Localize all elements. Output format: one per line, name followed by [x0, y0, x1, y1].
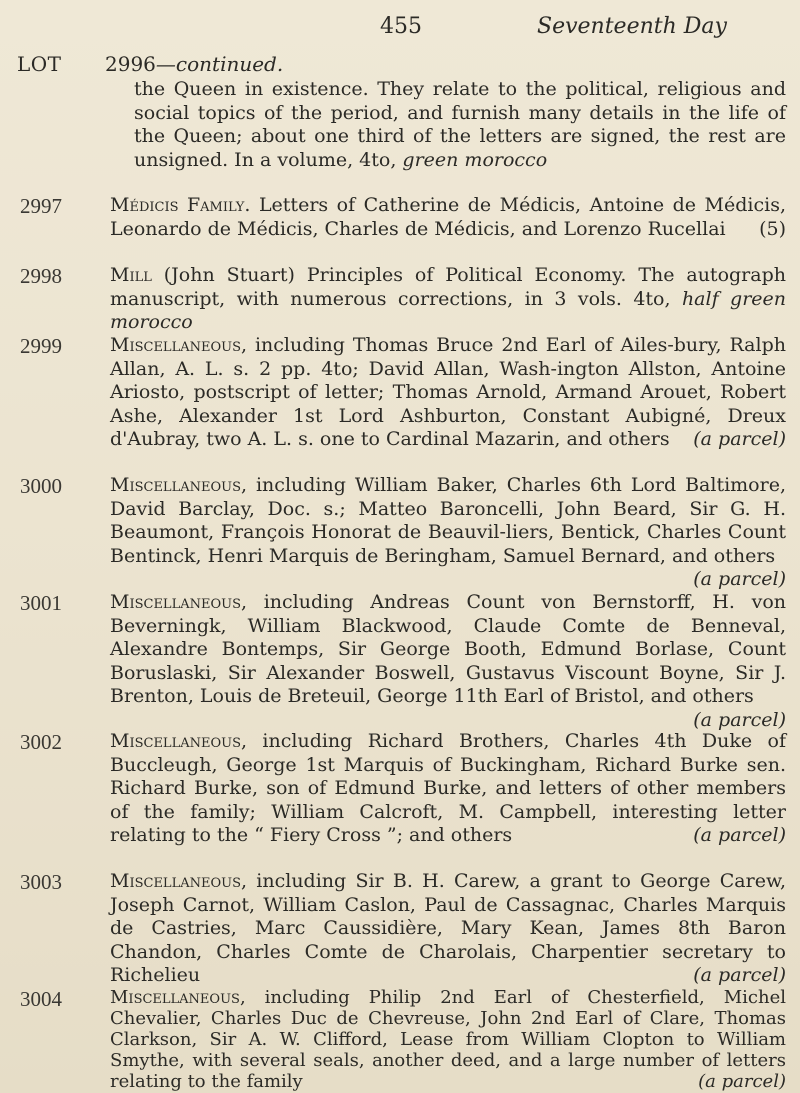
lot-description [110, 474, 786, 592]
lot-number: 2998 [20, 264, 62, 288]
lot-text: including Andreas Count von Bernstorff, H. von Beverningk, William Blackwood, Claude Comte de Benneval, Alexandre Bontemps, Sir George Booth, Edmund Borlase, Count Boruslaski, Sir Alexander Boswell, Gustavus Viscount Boyne, Sir J. Brenton, Louis de Breteuil, George 11th Earl of Bristol, and others [110, 591, 786, 707]
lot-number: 3003 [20, 870, 62, 894]
lot-description [134, 78, 786, 172]
page-number: 455 [380, 14, 422, 39]
lot-number: 2997 [20, 194, 62, 218]
lot-heading: Miscellaneous, [110, 474, 248, 496]
lot-description [110, 987, 786, 1092]
lot-text: (John Stuart) Principles of Political Economy. The autograph manuscript, with numerous corrections, in 3 vols. 4to, [110, 264, 786, 310]
lot-heading: Miscellaneous, [110, 987, 246, 1008]
lot-heading: Miscellaneous, [110, 334, 248, 356]
lot-binding: half green morocco [110, 287, 786, 333]
lot-quantity: (5) [759, 217, 786, 240]
lot-quantity: (a parcel) [698, 1071, 786, 1092]
lot-description [110, 591, 786, 732]
lot-number: 3002 [20, 730, 62, 754]
lot-quantity: (a parcel) [693, 708, 786, 731]
lot-description [110, 264, 786, 335]
lot-description [110, 730, 786, 848]
running-head [0, 8, 800, 42]
lot-text: including Richard Brothers, Charles 4th Duke of Buccleugh, George 1st Marquis of Buckingham, Richard Burke sen. Richard Burke, son of Edmund Burke, and letters of other members of the family; William Calcroft, M. Campbell, interesting letter relating to the “ Fiery Cross ”; and others [110, 730, 786, 846]
lot-description [110, 870, 786, 988]
lot-heading: Mill [110, 264, 152, 286]
lot-text: including Sir B. H. Carew, a grant to George Carew, Joseph Carnot, William Caslon, Paul de Cassagnac, Charles Marquis de Castries, Marc Caussidière, Mary Kean, James 8th Baron Chandon, Charles Comte de Charolais, Charpentier secretary to Richelieu [110, 870, 786, 986]
lot-description [110, 334, 786, 452]
lot-number: 3004 [20, 987, 62, 1011]
lot-heading: Miscellaneous, [110, 591, 248, 613]
lot-column-label: LOT [17, 52, 62, 76]
lot-number: 3001 [20, 591, 62, 615]
lot-heading: Miscellaneous, [110, 870, 248, 892]
lot-description [110, 194, 786, 241]
continued-heading [105, 52, 283, 76]
lot-quantity: (a parcel) [693, 568, 786, 590]
lot-number: 2999 [20, 334, 62, 358]
section-title: Seventeenth Day [537, 14, 727, 39]
continued-marker: —continued. [155, 52, 284, 76]
lot-heading: Miscellaneous, [110, 730, 248, 752]
lot-text: including Philip 2nd Earl of Chesterfield, Michel Chevalier, Charles Duc de Chevreuse, John 2nd Earl of Clare, Thomas Clarkson, Sir A. W. Clifford, Lease from William Clopton to William Smythe, with several seals, another deed, and a large number of letters relating to the family [110, 987, 786, 1092]
lot-binding: green morocco [402, 148, 548, 171]
lot-text: the Queen in existence. They relate to the political, religious and social topics of the period, and furnish many details in the life of the Queen; about one third of the letters are signed, the rest are unsigned. In a volume, 4to, [134, 78, 786, 171]
lot-quantity: (a parcel) [693, 964, 786, 986]
lot-text: including Thomas Bruce 2nd Earl of Ailes-bury, Ralph Allan, A. L. s. 2 pp. 4to; David Allan, Wash-ington Allston, Antoine Ariosto, postscript of letter; Thomas Arnold, Armand Arouet, Robert Ashe, Alexander 1st Lord Ashburton, Constant Aubigné, Dreux d'Aubray, two A. L. s. one to Cardinal Mazarin, and others [110, 334, 786, 450]
lot-quantity: (a parcel) [693, 824, 786, 846]
lot-text: Letters of Catherine de Médicis, Antoine de Médicis, Leonardo de Médicis, Charles de Médicis, and Lorenzo Rucellai [110, 194, 786, 240]
continued-lot-number: 2996 [105, 52, 156, 76]
lot-quantity: (a parcel) [693, 428, 786, 450]
lot-text: including William Baker, Charles 6th Lord Baltimore, David Barclay, Doc. s.; Matteo Baroncelli, John Beard, Sir G. H. Beaumont, François Honorat de Beauvil-liers, Bentick, Charles Count Bentinck, Henri Marquis de Beringham, Samuel Bernard, and others [110, 474, 786, 567]
lot-heading: Médicis Family. [110, 194, 251, 216]
lot-number: 3000 [20, 474, 62, 498]
